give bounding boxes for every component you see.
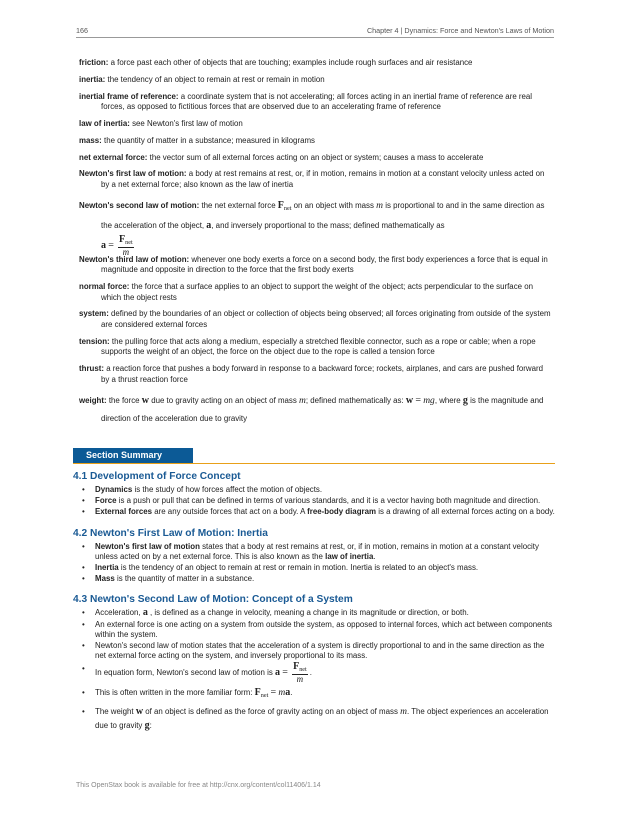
page-number: 166 [76, 26, 88, 35]
list-item: • Inertia is the tendency of an object to remain at rest or remain in motion. Inertia is related to an object's mass. [73, 563, 557, 573]
glossary-entry [79, 364, 553, 385]
formula-equals: = [108, 239, 114, 251]
mass-symbol: m [400, 707, 407, 718]
glossary-term: mass: [79, 135, 102, 145]
glossary-term: inertia: [79, 74, 106, 84]
bullet-list [73, 485, 557, 518]
glossary-entry [79, 92, 553, 113]
definition-text: is the magnitude and direction of the acceleration due to gravity [101, 395, 544, 423]
formula-lhs: a [101, 239, 106, 251]
chapter-title: Chapter 4 | Dynamics: Force and Newton's Laws of Motion [366, 26, 554, 35]
bullet-list [73, 542, 557, 585]
glossary-term: normal force: [79, 282, 130, 292]
formula-numerator: F [119, 233, 126, 245]
mass-symbol: m [376, 200, 384, 211]
list-item: • An external force is one acting on a system from outside the system, as opposed to internal forces, which act between components within the system. [73, 620, 557, 640]
glossary-definition: defined by the boundaries of an object or collection of objects being observed; all forces originating from outside of the system are considered external forces [101, 309, 551, 329]
section-heading-4-1: 4.1 Development of Force Concept [73, 471, 241, 482]
glossary-definition: whenever one body exerts a force on a second body, the first body experiences a force that is equal in magnitude and opposite in direction to the force that the first body exerts [101, 254, 548, 275]
glossary-term: weight: [79, 395, 107, 405]
section-heading-4-3: 4.3 Newton's Second Law of Motion: Concept of a System [73, 594, 353, 606]
glossary-definition: the vector sum of all external forces acting on an object or system; causes a mass to accelerate [149, 152, 484, 162]
glossary [79, 58, 553, 431]
list-item: • The weight w of an object is defined as the force of gravity acting on an object of mass m. The object experiences an acceleration due to gravity g: [73, 705, 557, 733]
list-item: • External forces are any outside forces that act on a body. A free-body diagram is a drawing of all external forces acting on a body. [73, 507, 557, 517]
glossary-term: Newton's third law of motion: [79, 254, 190, 264]
list-item: • Dynamics is the study of how forces affect the motion of objects. [73, 485, 557, 495]
glossary-entry [79, 255, 553, 276]
formula-weight: w [405, 394, 414, 406]
glossary-term: net external force: [79, 152, 148, 162]
glossary-term: Newton's first law of motion: [79, 169, 187, 179]
mass-symbol: m [299, 395, 306, 406]
list-item: • Newton's first law of motion states that a body at rest remains at rest, or, if in motion, remains in motion at a constant velocity unless acted on by a net external force. This is also known as the law of inertia. [73, 542, 557, 562]
glossary-entry-second-law [79, 197, 553, 257]
gravity-symbol: g [144, 720, 150, 732]
section-heading-4-2: 4.2 Newton's First Law of Motion: Inertia [73, 527, 268, 539]
definition-text: ; defined mathematically as: [305, 395, 404, 405]
glossary-entry [79, 58, 553, 69]
list-item: • Force is a push or pull that can be defined in terms of various standards, and it is a vector having both magnitude and direction. [73, 496, 557, 506]
definition-text: on an object with mass [293, 200, 374, 210]
definition-text: , and inversely proportional to the mass; defined mathematically as [211, 220, 445, 230]
glossary-term: Newton's second law of motion: [79, 200, 200, 210]
definition-text: the net external force [201, 200, 276, 210]
definition-text: , where [434, 395, 461, 405]
list-item: • This is often written in the more familiar form: $F_{net}$ = ma. [73, 686, 557, 703]
glossary-entry [79, 282, 553, 303]
section-summary [73, 471, 557, 743]
glossary-definition: the tendency of an object to remain at rest or remain in motion [107, 74, 325, 84]
bullet-list [73, 608, 557, 733]
formula-fraction: $\frac{F_{net}}{m}$ [293, 661, 307, 685]
glossary-term: tension: [79, 336, 110, 346]
header-divider [76, 37, 554, 38]
glossary-definition: a body at rest remains at rest, or, if in motion, remains in motion at a constant velocity unless acted on by a net external force; also known as the law of inertia [101, 169, 545, 189]
glossary-entry [79, 337, 553, 358]
weight-symbol: w [141, 394, 149, 406]
formula-lhs: a [275, 667, 281, 679]
formula-equals: = [415, 394, 421, 406]
glossary-entry [79, 153, 553, 164]
gravity-symbol: g [462, 394, 468, 406]
glossary-entry [79, 136, 553, 147]
glossary-entry [79, 75, 553, 86]
acceleration-symbol: a [206, 219, 212, 231]
glossary-term: thrust: [79, 364, 104, 374]
glossary-definition: the quantity of matter in a substance; measured in kilograms [104, 135, 315, 145]
formula-fraction [118, 235, 134, 257]
glossary-entry [79, 169, 553, 190]
definition-text: the force [108, 395, 140, 405]
acceleration-symbol: a [142, 607, 148, 619]
formula-numerator-subscript: net [125, 238, 133, 246]
glossary-entry-weight [79, 392, 553, 427]
list-item: • Mass is the quantity of matter in a substance. [73, 574, 557, 584]
glossary-term: law of inertia: [79, 118, 130, 128]
glossary-definition: a force past each other of objects that are touching; examples include rough surfaces and air resistance [110, 58, 473, 67]
glossary-entry [79, 309, 553, 330]
force-symbol: F [254, 687, 261, 699]
glossary-term: friction: [79, 58, 109, 67]
section-summary-band [73, 448, 555, 464]
glossary-definition: the force that a surface applies to an object to support the weight of the object; acts perpendicular to the surface on which the object rests [101, 282, 533, 302]
formula-denominator: m [122, 246, 130, 257]
glossary-term: system: [79, 309, 109, 319]
section-summary-tab: Section Summary [73, 448, 193, 463]
formula-mg: mg [423, 395, 435, 406]
list-item: • Newton's second law of motion states that the acceleration of a system is directly proportional to and in the same direction as the net external force acting on the system, and inversely proportional to its mass. [73, 641, 557, 661]
definition-text: is proportional to and in the same direction as the acceleration of the object, [101, 200, 545, 230]
subscript-net: net [283, 204, 292, 212]
glossary-definition: see Newton's first law of motion [132, 118, 243, 128]
list-item: • Acceleration, a , is defined as a change in velocity, meaning a change in its magnitude or direction, or both. [73, 608, 557, 618]
glossary-term: inertial frame of reference: [79, 91, 179, 101]
page-footer: This OpenStax book is available for free at http://cnx.org/content/col11406/1.14 [76, 782, 321, 789]
definition-text: due to gravity acting on an object of mass [151, 395, 297, 405]
glossary-definition: the pulling force that acts along a medium, especially a stretched flexible connector, such as a rope or cable; when a rope supports the weight of an object, the force on the object due to the rope is called a tension force [101, 336, 536, 357]
glossary-entry [79, 119, 553, 130]
glossary-definition: a coordinate system that is not accelerating; all forces acting in an inertial frame of reference are real forces, as opposed to fictitious forces that are observed due to an accelerating frame of reference [101, 91, 533, 112]
force-symbol: F [277, 199, 284, 211]
glossary-definition: a reaction force that pushes a body forward in response to a backward force; rockets, airplanes, and cars are pushed forward by a thrust reaction force [101, 364, 544, 384]
weight-symbol: w [135, 706, 144, 718]
second-law-formula [101, 233, 553, 257]
list-item: • In equation form, Newton's second law of motion is a = $\frac{F_{net}}{m}$ . [73, 662, 557, 684]
